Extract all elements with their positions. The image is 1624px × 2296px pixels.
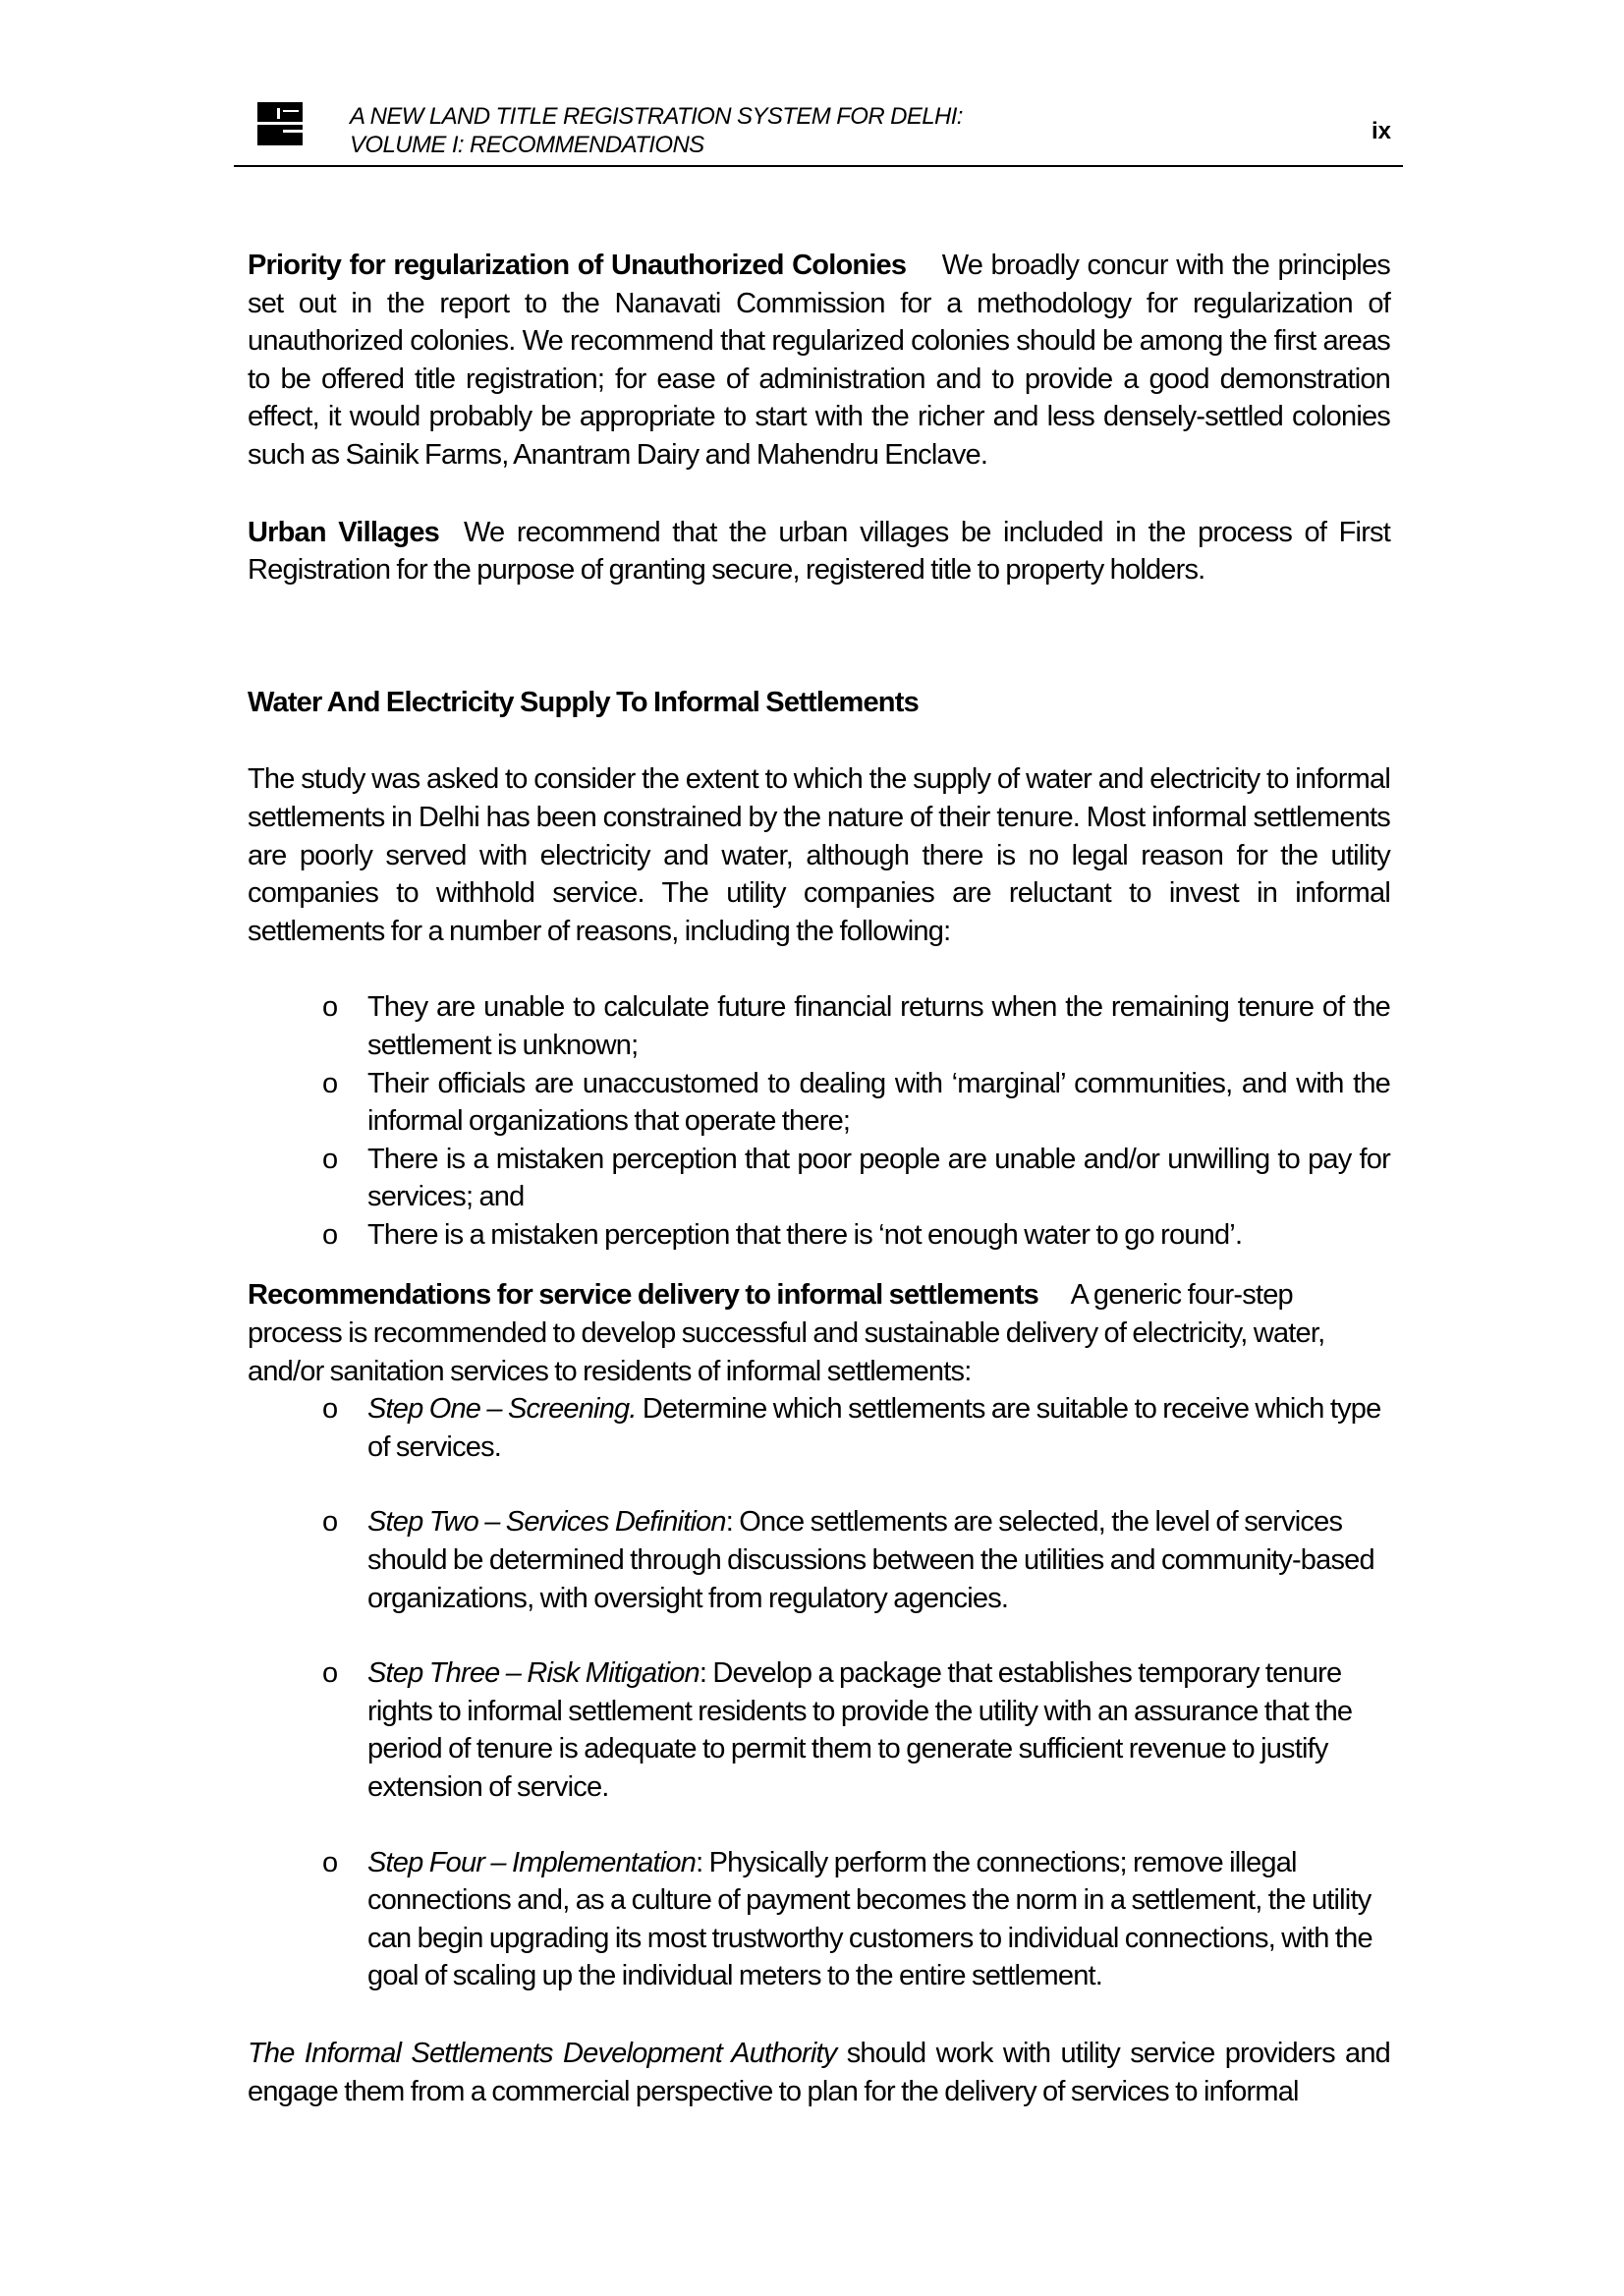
report-title-line-2: VOLUME I: RECOMMENDATIONS (350, 132, 704, 158)
bullet-icon: o (322, 1393, 338, 1426)
step-label: Step Four – Implementation (367, 1846, 697, 1878)
report-logo-icon (257, 102, 303, 145)
list-item (248, 1844, 1390, 1995)
report-title (350, 102, 963, 159)
list-item (248, 1654, 1390, 1806)
authority-lead: The Informal Settlements Development Authority (248, 2037, 837, 2069)
step-label: Step One – Screening. (367, 1393, 637, 1426)
header-rule (234, 165, 1403, 167)
bullet-icon: o (322, 1506, 338, 1539)
reasons-list (248, 988, 1390, 1254)
reason-text: There is a mistaken perception that there is ‘not enough water to go round’. (367, 1218, 1243, 1251)
list-item (248, 1503, 1390, 1617)
urban-villages-lead: Urban Villages (248, 516, 439, 548)
urban-villages-paragraph (248, 514, 1390, 589)
steps-list (248, 1390, 1390, 1995)
step-label: Step Two – Services Definition (367, 1506, 726, 1539)
list-item (248, 1390, 1390, 1466)
list-item (248, 1141, 1390, 1216)
step-text: : Develop a package that establishes temporary tenure rights to informal settlement residents to provide the utility with an assurance that the period of tenure is adequate to permit them to generate sufficient revenue to justify extension of service. (367, 1657, 1353, 1803)
water-electricity-heading: Water And Electricity Supply To Informal Settlements (248, 686, 919, 718)
page-body (248, 240, 1390, 2110)
bullet-icon: o (322, 1143, 338, 1175)
recommendations-text: A generic four-step process is recommended to develop successful and sustainable delivery of electricity, water, and/or sanitation services to residents of informal settlements: (248, 1279, 1325, 1387)
reason-text: Their officials are unaccustomed to dealing with ‘marginal’ communities, and with the informal organizations that operate there; (367, 1067, 1390, 1138)
list-item (248, 1065, 1390, 1141)
priority-text: We broadly concur with the principles set out in the report to the Nanavati Commission for a methodology for regularization of unauthorized colonies. We recommend that regularized colonies should be among the first areas to be offered title registration; for ease of administration and to provide a good demonstration effect, it would probably be appropriate to start with the richer and less densely-settled colonies such as Sainik Farms, Anantram Dairy and Mahendru Enclave. (248, 250, 1390, 471)
page-header (234, 92, 1403, 167)
authority-text: should work with utility service providers and engage them from a commercial perspective to plan for the delivery of services to informal (248, 2037, 1390, 2107)
bullet-icon: o (322, 991, 338, 1024)
page-number: ix (1371, 118, 1391, 144)
urban-villages-text: We recommend that the urban villages be included in the process of First Registration for the purpose of granting secure, registered title to property holders. (248, 516, 1391, 587)
study-paragraph: The study was asked to consider the extent to which the supply of water and electricity to informal settlements in Delhi has been constrained by the nature of their tenure. Most informal settlements are poorly served with electricity and water, although there is no legal reason for the utility companies to withhold service. The utility companies are reluctant to invest in informal settlements for a number of reasons, including the following: (248, 763, 1390, 947)
bullet-icon: o (322, 1218, 338, 1251)
recommendations-lead: Recommendations for service delivery to informal settlements (248, 1279, 1038, 1312)
step-label: Step Three – Risk Mitigation (367, 1657, 700, 1690)
step-text: : Physically perform the connections; remove illegal connections and, as a culture of payment becomes the norm in a settlement, the utility can begin upgrading its most trustworthy customers to individual connections, with the goal of scaling up the individual meters to the entire settlement. (367, 1846, 1372, 1992)
list-item (248, 1216, 1390, 1255)
report-title-line-1: A NEW LAND TITLE REGISTRATION SYSTEM FOR DELHI: (350, 103, 963, 130)
list-item (248, 988, 1390, 1064)
authority-paragraph (248, 2035, 1390, 2110)
bullet-icon: o (322, 1657, 338, 1690)
reason-text: There is a mistaken perception that poor people are unable and/or unwilling to pay for services; and (367, 1143, 1390, 1213)
recommendations-paragraph (248, 1276, 1390, 1390)
bullet-icon: o (322, 1067, 338, 1099)
priority-paragraph (248, 247, 1390, 475)
step-text: Determine which settlements are suitable to receive which type of services. (367, 1393, 1381, 1463)
bullet-icon: o (322, 1846, 338, 1878)
priority-lead: Priority for regularization of Unauthorized Colonies (248, 250, 907, 281)
step-text: : Once settlements are selected, the level of services should be determined through discussions between the utilities and community-based organizations, with oversight from regulatory agencies. (367, 1506, 1374, 1614)
reason-text: They are unable to calculate future financial returns when the remaining tenure of the settlement is unknown; (367, 991, 1390, 1061)
